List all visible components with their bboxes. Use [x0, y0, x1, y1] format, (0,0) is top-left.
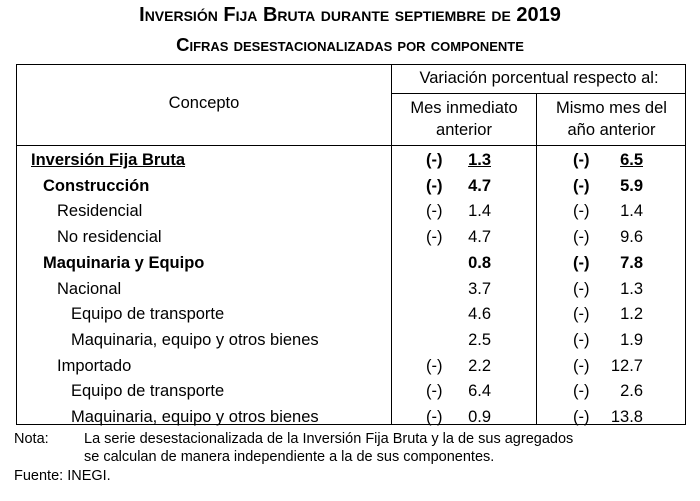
row-sign-prev-month: (-): [426, 176, 443, 195]
table-row: [17, 404, 687, 430]
row-value-same-month: 7.8: [620, 253, 643, 272]
row-sign-same-month: (-): [573, 176, 590, 195]
row-concept: Residencial: [57, 202, 143, 221]
title-line-2: Cifras desestacionalizadas por componente: [176, 34, 524, 55]
table-row: [17, 378, 687, 404]
table-row: [17, 276, 687, 302]
row-sign-prev-month: (-): [426, 228, 443, 247]
row-sign-same-month: (-): [573, 305, 590, 324]
row-sign-prev-month: (-): [426, 356, 443, 375]
row-concept: Inversión Fija Bruta: [31, 151, 186, 169]
row-value-prev-month: 4.7: [468, 228, 491, 247]
row-value-same-month: 2.6: [620, 382, 643, 401]
table-row: [17, 301, 687, 327]
row-concept: Maquinaria, equipo y otros bienes: [71, 330, 319, 349]
row-concept: Equipo de transporte: [71, 305, 225, 324]
row-concept: Equipo de transporte: [71, 382, 225, 401]
header-variation-group: Variación porcentual respecto al:: [419, 69, 659, 87]
row-sign-prev-month: (-): [426, 408, 443, 426]
header-same-month-line2: año anterior: [567, 121, 656, 139]
row-sign-same-month: (-): [573, 151, 590, 169]
row-value-prev-month: 2.2: [468, 356, 491, 375]
row-sign-prev-month: (-): [426, 382, 443, 401]
row-sign-prev-month: (-): [426, 202, 443, 221]
row-value-prev-month: 1.4: [468, 202, 491, 221]
header-prev-month-line1: Mes inmediato: [410, 99, 518, 117]
row-sign-same-month: (-): [573, 279, 590, 298]
table-row: [17, 147, 687, 173]
header-bottom-divider: [17, 145, 686, 146]
row-value-prev-month: 0.8: [468, 253, 491, 272]
table-row: [17, 250, 687, 276]
header-prev-month: [392, 97, 536, 141]
row-sign-same-month: (-): [573, 356, 590, 375]
source-note: Fuente: INEGI.: [14, 468, 111, 484]
data-table: [16, 64, 686, 425]
row-value-same-month: 1.3: [620, 279, 643, 298]
row-value-prev-month: 4.6: [468, 305, 491, 324]
row-concept: Importado: [57, 356, 132, 375]
row-value-same-month: 1.9: [620, 330, 643, 349]
header-concept: Concepto: [168, 94, 240, 112]
row-concept: Maquinaria y Equipo: [43, 253, 205, 272]
header-prev-month-line2: anterior: [436, 121, 492, 139]
row-value-same-month: 6.5: [620, 151, 643, 169]
note-line-2: se calculan de manera independiente a la de sus componentes.: [84, 449, 495, 465]
header-same-month-line1: Mismo mes del: [556, 99, 667, 117]
row-sign-same-month: (-): [573, 253, 590, 272]
table-row: [17, 173, 687, 199]
row-value-same-month: 5.9: [620, 176, 643, 195]
row-concept: No residencial: [57, 228, 162, 247]
header-group-divider: [391, 93, 686, 94]
table-row: [17, 198, 687, 224]
row-concept: Nacional: [57, 279, 122, 298]
note-label: Nota:: [14, 431, 49, 447]
row-sign-prev-month: (-): [426, 151, 443, 169]
row-sign-same-month: (-): [573, 202, 590, 221]
title-line-1: Inversión Fija Bruta durante septiembre de 2019: [139, 4, 561, 26]
row-value-same-month: 13.8: [610, 408, 643, 426]
row-value-prev-month: 0.9: [468, 408, 491, 426]
note-line-1: La serie desestacionalizada de la Inversión Fija Bruta y la de sus agregados: [84, 431, 574, 447]
row-value-prev-month: 3.7: [468, 279, 491, 298]
row-sign-same-month: (-): [573, 408, 590, 426]
row-concept: Construcción: [43, 176, 150, 195]
row-value-same-month: 1.4: [620, 202, 643, 221]
row-value-prev-month: 4.7: [468, 176, 491, 195]
row-value-prev-month: 6.4: [468, 382, 491, 401]
row-value-same-month: 1.2: [620, 305, 643, 324]
header-same-month-prev-year: [537, 97, 686, 141]
row-value-prev-month: 1.3: [468, 151, 491, 169]
table-row: [17, 353, 687, 379]
row-value-same-month: 12.7: [610, 356, 643, 375]
row-value-prev-month: 2.5: [468, 330, 491, 349]
row-sign-same-month: (-): [573, 330, 590, 349]
table-row: [17, 327, 687, 353]
row-sign-same-month: (-): [573, 228, 590, 247]
row-concept: Maquinaria, equipo y otros bienes: [71, 408, 319, 426]
row-value-same-month: 9.6: [620, 228, 643, 247]
row-sign-same-month: (-): [573, 382, 590, 401]
table-row: [17, 224, 687, 250]
